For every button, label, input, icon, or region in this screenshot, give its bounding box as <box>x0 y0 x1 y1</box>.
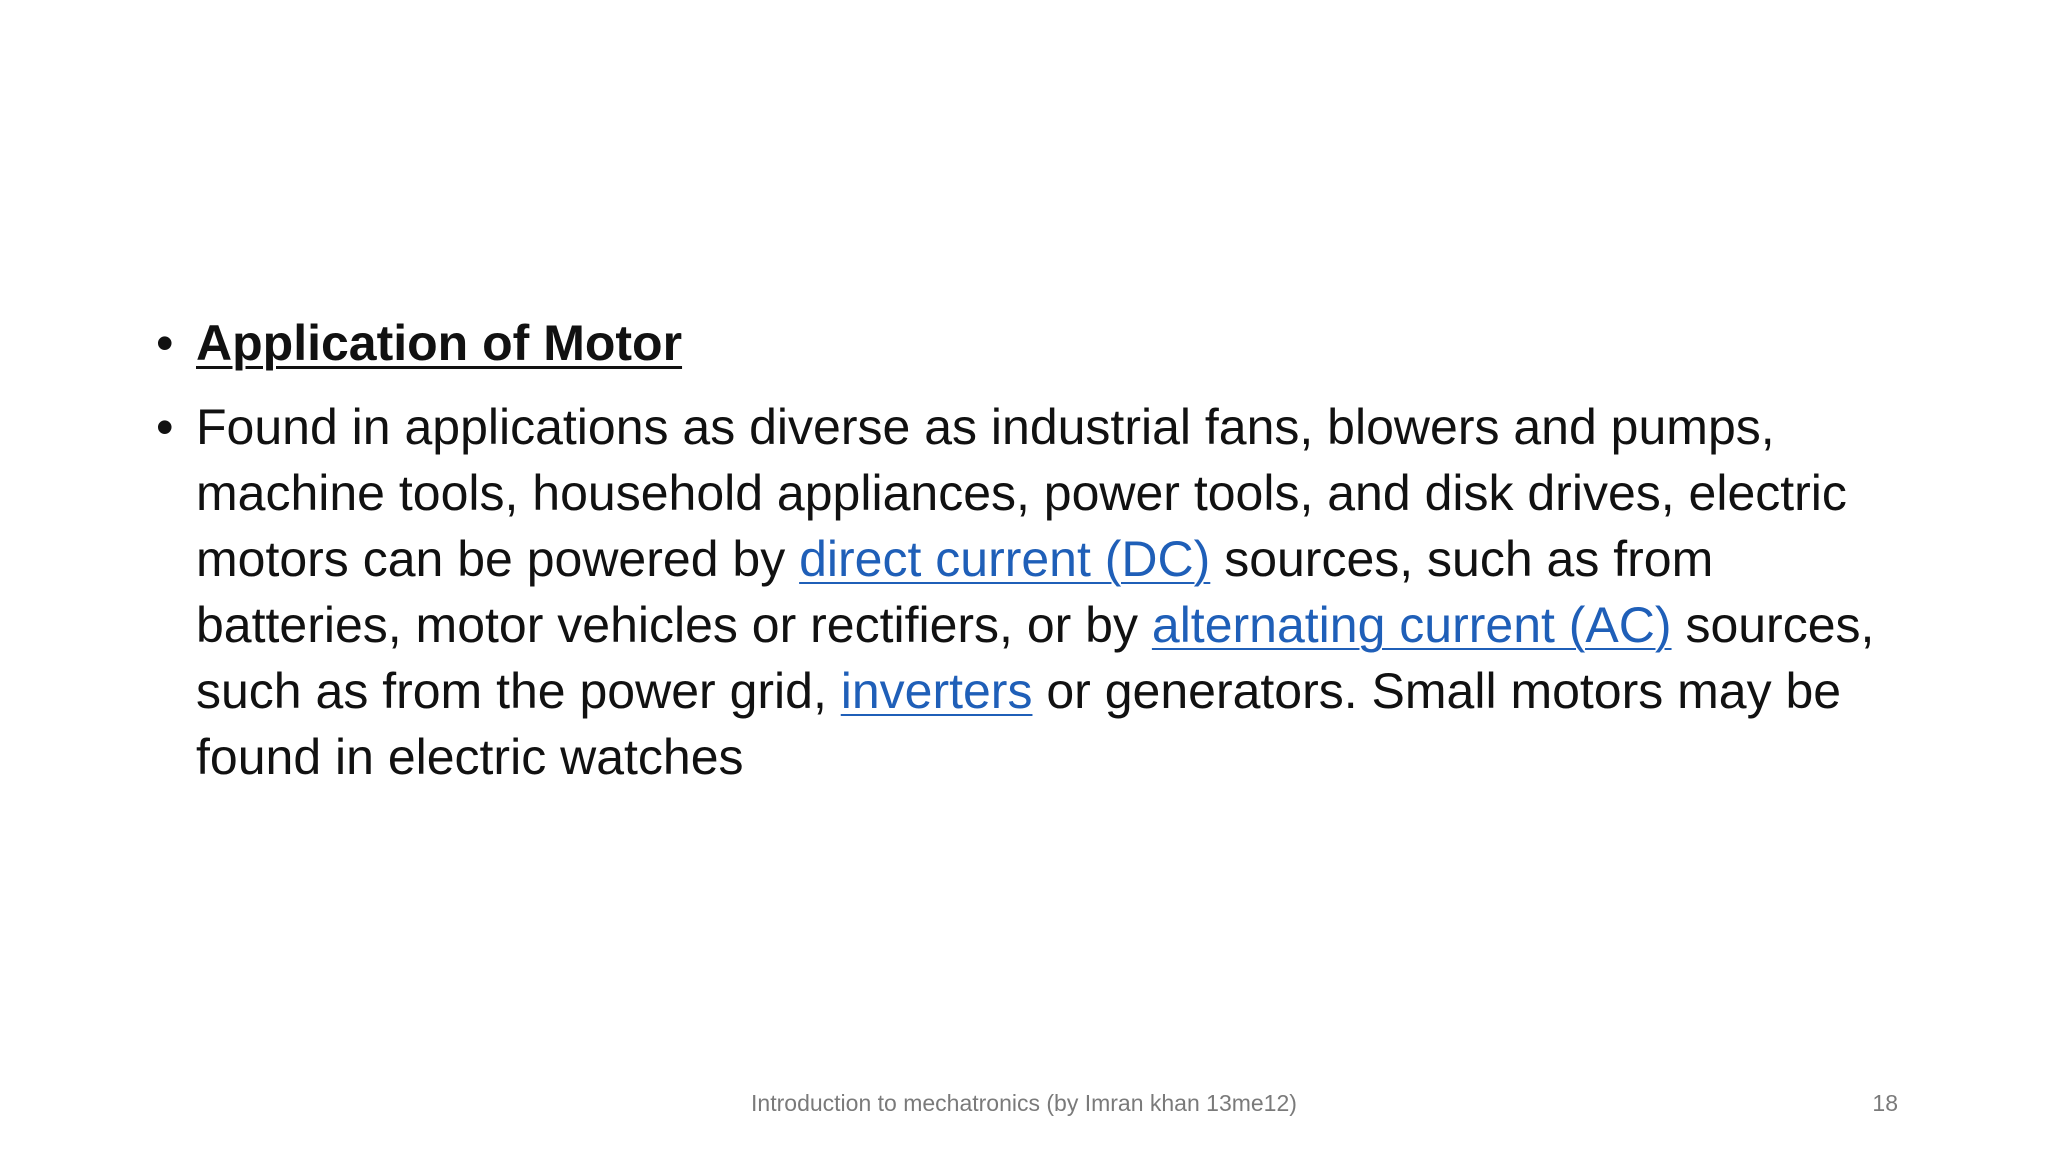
link-direct-current[interactable]: direct current (DC) <box>799 531 1211 587</box>
page-number: 18 <box>1872 1090 1898 1116</box>
bullet-marker: • <box>156 399 174 455</box>
footer-text: Introduction to mechatronics (by Imran khan 13me12) <box>751 1090 1297 1116</box>
bullet-paragraph <box>150 394 1930 790</box>
link-alternating-current[interactable]: alternating current (AC) <box>1151 597 1672 653</box>
paragraph-text-2: sources, such as from batteries, motor vehicles or rectifiers, or by <box>196 531 1714 653</box>
paragraph-text-1: Found in applications as diverse as industrial fans, blowers and pumps, machine tools, household appliances, power tools, and disk drives, electric motors can be powered by <box>196 399 1847 587</box>
section-heading: Application of Motor <box>196 315 683 371</box>
bullet-heading <box>150 310 1930 376</box>
link-inverters[interactable]: inverters <box>840 663 1033 719</box>
paragraph-text-3: sources, such as from the power grid, <box>196 597 1875 719</box>
bullet-marker: • <box>156 315 174 371</box>
slide-content <box>150 310 1930 790</box>
paragraph-text-4: or generators. Small motors may be found in electric watches <box>196 663 1842 785</box>
